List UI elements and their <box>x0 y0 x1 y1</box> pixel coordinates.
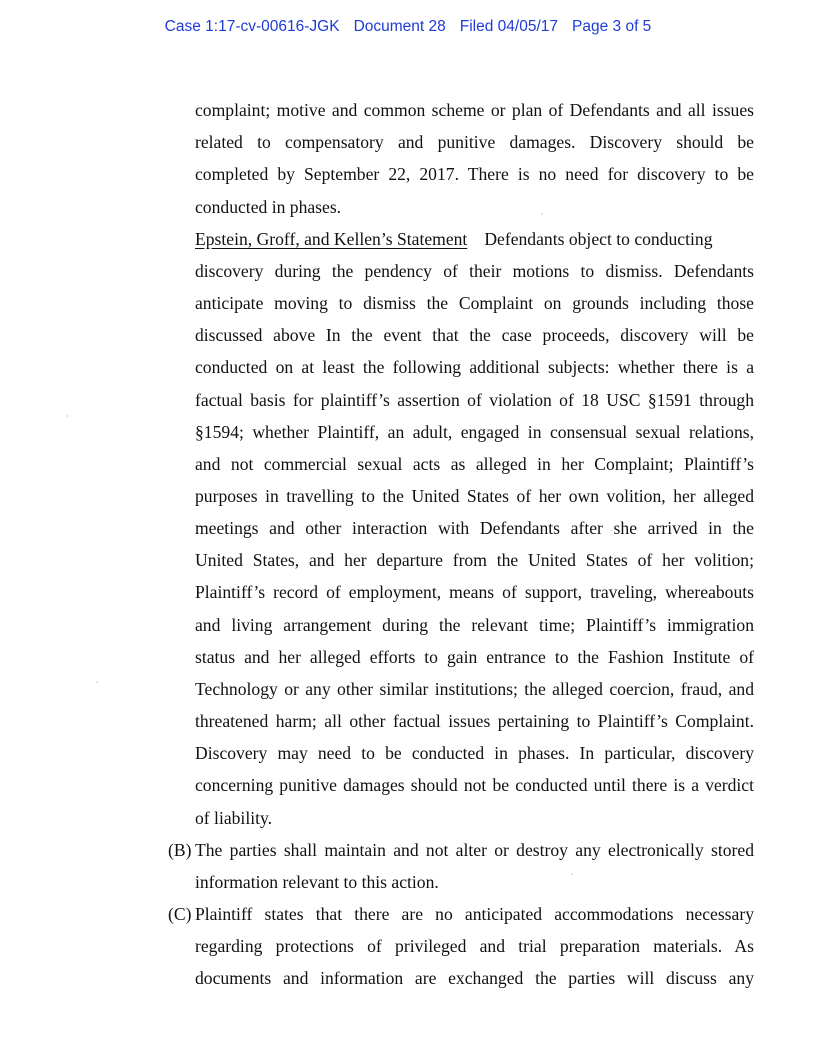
body-line: and not commercial sexual acts as alleged in her Complaint; Plaintiff’s <box>195 454 754 474</box>
item-b-line: The parties shall maintain and not alter or destroy any electronically stored <box>195 840 754 860</box>
body-line: discussed above In the event that the case proceeds, discovery will be <box>195 325 754 345</box>
item-c-line: regarding protections of privileged and trial preparation materials. As <box>195 936 754 956</box>
item-b-line: information relevant to this action. <box>195 872 439 892</box>
body-line: status and her alleged efforts to gain entrance to the Fashion Institute of <box>195 647 754 667</box>
body-line: anticipate moving to dismiss the Complaint on grounds including those <box>195 293 754 313</box>
scan-speck <box>66 415 68 417</box>
ecf-header <box>0 18 816 36</box>
body-line: conducted in phases. <box>195 197 342 217</box>
body-line: and living arrangement during the relevant time; Plaintiff’s immigration <box>195 615 754 635</box>
body-line: Plaintiff’s record of employment, means of support, traveling, whereabouts <box>195 582 754 602</box>
defendants-statement-first-line <box>195 227 754 251</box>
body-line: Technology or any other similar institutions; the alleged coercion, fraud, and <box>195 679 754 699</box>
body-line: conducted on at least the following additional subjects: whether there is a <box>195 357 754 377</box>
page-number: Page 3 of 5 <box>572 18 652 35</box>
body-line: purposes in travelling to the United States of her own volition, her alleged <box>195 486 754 506</box>
body-line: factual basis for plaintiff’s assertion of violation of 18 USC §1591 through <box>195 390 754 410</box>
filed-date: Filed 04/05/17 <box>459 18 559 35</box>
body-line: Discovery may need to be conducted in phases. In particular, discovery <box>195 743 754 763</box>
defendants-statement-heading: Epstein, Groff, and Kellen’s Statement <box>195 229 468 249</box>
item-c-line: documents and information are exchanged the parties will discuss any <box>195 968 754 988</box>
body-line-text: Defendants object to conducting <box>484 229 713 249</box>
document-number: Document 28 <box>353 18 446 35</box>
body-line: of liability. <box>195 808 273 828</box>
body-line: threatened harm; all other factual issues pertaining to Plaintiff’s Complaint. <box>195 711 754 731</box>
body-line: discovery during the pendency of their motions to dismiss. Defendants <box>195 261 754 281</box>
body-line: United States, and her departure from the United States of her volition; <box>195 550 754 570</box>
body-line: meetings and other interaction with Defendants after she arrived in the <box>195 518 754 538</box>
body-line: §1594; whether Plaintiff, an adult, engaged in consensual sexual relations, <box>195 422 754 442</box>
item-c-marker: (C) <box>168 904 192 924</box>
case-number: Case 1:17-cv-00616-JGK <box>164 18 340 35</box>
body-line: concerning punitive damages should not be conducted until there is a verdict <box>195 775 754 795</box>
scan-speck <box>541 213 543 215</box>
scan-speck <box>96 681 98 683</box>
scan-speck <box>571 873 573 875</box>
item-c-line: Plaintiff states that there are no anticipated accommodations necessary <box>195 904 754 924</box>
body-line: complaint; motive and common scheme or plan of Defendants and all issues <box>195 100 754 120</box>
item-b-marker: (B) <box>168 840 192 860</box>
body-line: completed by September 22, 2017. There is no need for discovery to be <box>195 164 754 184</box>
body-line: related to compensatory and punitive damages. Discovery should be <box>195 132 754 152</box>
